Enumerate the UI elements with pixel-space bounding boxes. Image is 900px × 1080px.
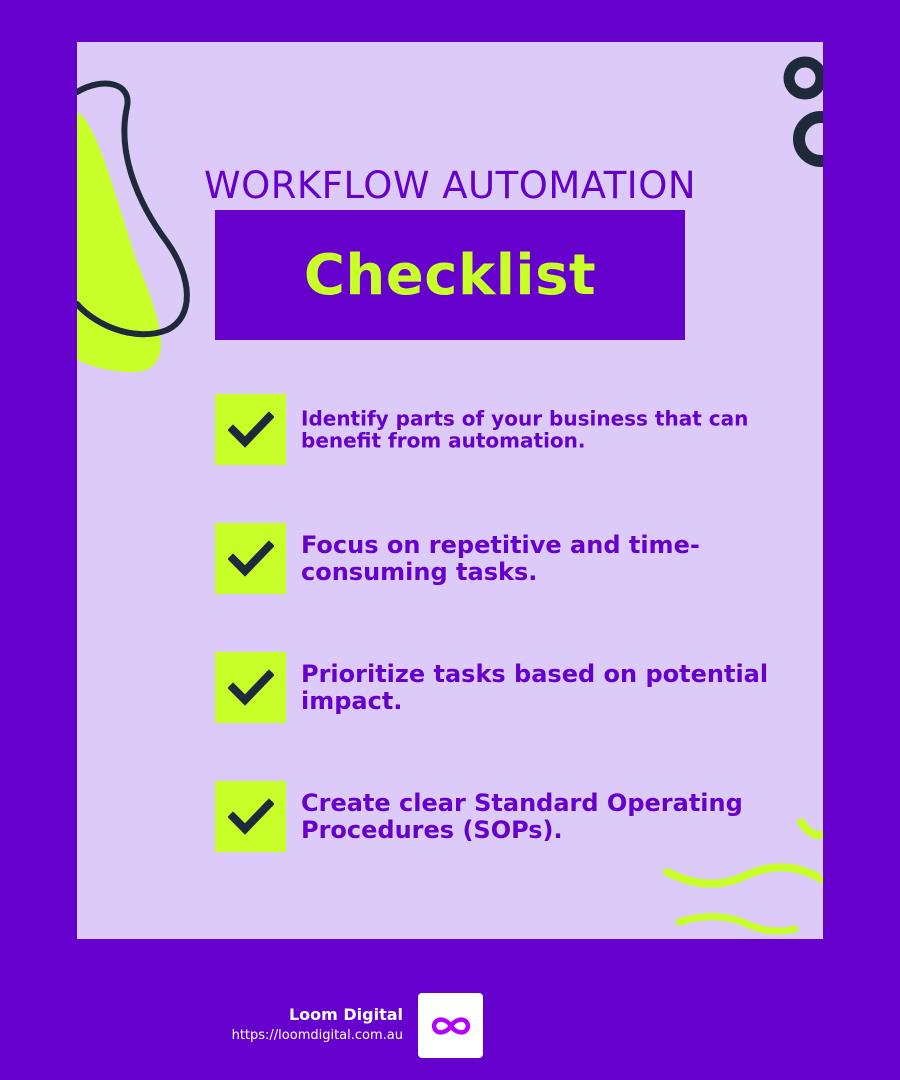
checklist-item-text: Prioritize tasks based on potential impact. (301, 660, 769, 715)
footer (0, 990, 900, 1060)
page-title: Checklist (303, 242, 597, 308)
checklist-item (215, 394, 815, 466)
checklist-item (215, 652, 815, 724)
checkmark-icon (228, 410, 274, 450)
checkbox[interactable] (215, 652, 286, 723)
checklist-card (77, 42, 823, 939)
brand-url[interactable]: https://loomdigital.com.au (231, 1028, 403, 1043)
brand-name: Loom Digital (288, 1005, 403, 1024)
checklist-item-text: Identify parts of your business that can benefit from automation. (301, 406, 749, 453)
checkmark-icon (228, 668, 274, 708)
brand-logo[interactable] (418, 993, 483, 1058)
checklist-item-text: Create clear Standard Operating Procedures (SOPs). (301, 789, 743, 844)
checkbox[interactable] (215, 781, 286, 852)
checkmark-icon (228, 797, 274, 837)
checkbox[interactable] (215, 523, 286, 594)
checklist-item (215, 781, 815, 853)
checklist-item (215, 523, 815, 595)
checkbox[interactable] (215, 394, 286, 465)
checklist (77, 42, 823, 939)
checkmark-icon (228, 539, 274, 579)
page-subtitle: WORKFLOW AUTOMATION (203, 164, 697, 207)
checklist-item-text: Focus on repetitive and time-consuming tasks. (301, 531, 700, 586)
infinity-icon (429, 1012, 473, 1040)
